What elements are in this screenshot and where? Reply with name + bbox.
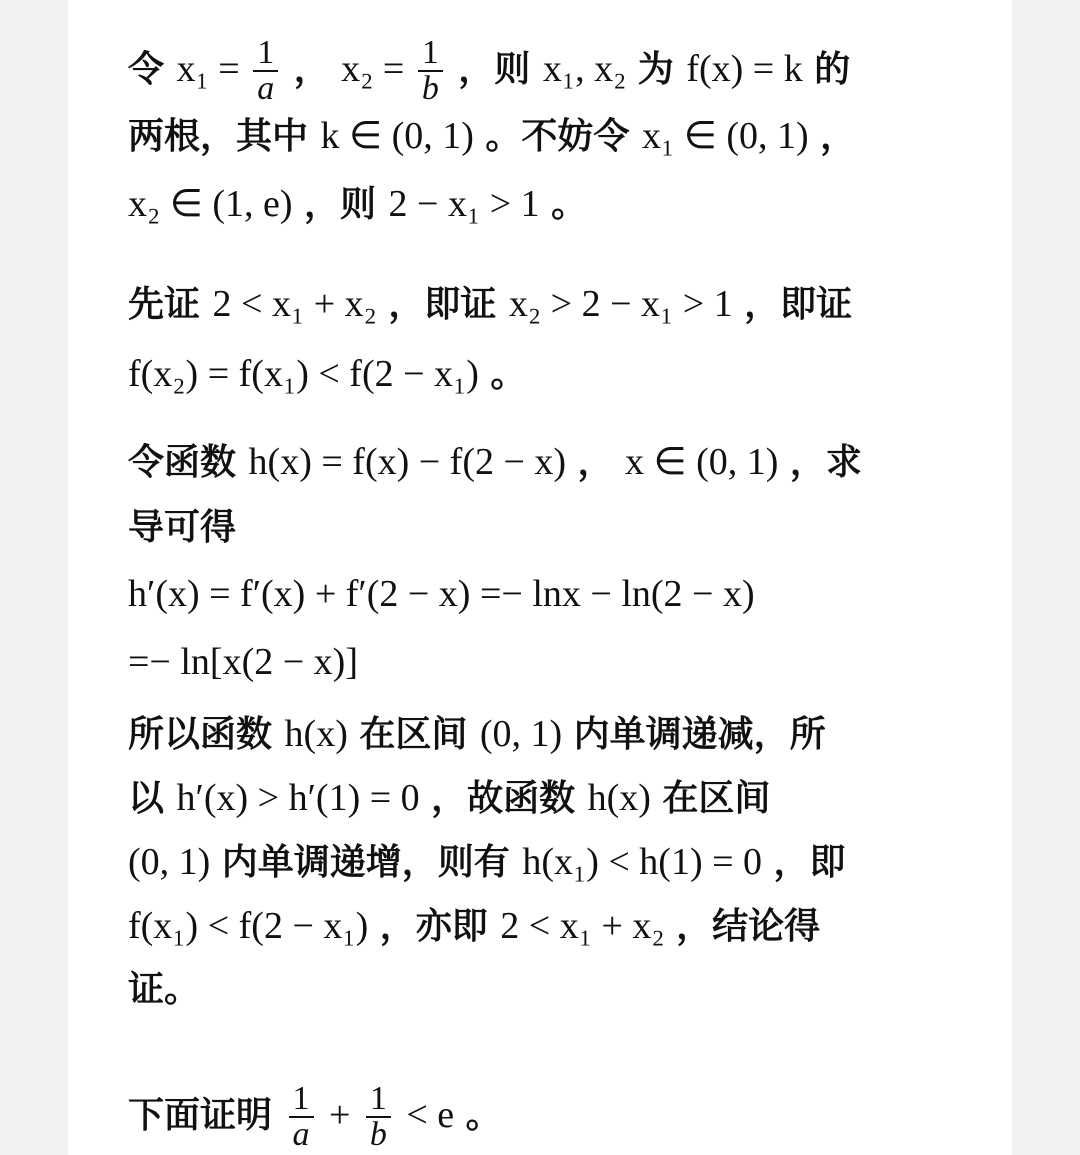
text-line-12 <box>128 840 846 885</box>
text-segment: ，即 <box>773 842 846 883</box>
text-segment: 在区间 <box>359 714 480 755</box>
text-segment: 在区间 <box>662 778 771 819</box>
fraction-denominator: a <box>289 1116 314 1152</box>
text-line-7 <box>128 506 236 550</box>
math-expression: f(x₁) < f(2 − x₁) <box>128 905 369 947</box>
fraction-denominator: b <box>366 1116 391 1152</box>
math-expression: k ∈ (0, 1) <box>320 115 474 157</box>
text-segment: 所以函数 <box>128 714 285 755</box>
fraction-1-over-a <box>289 1082 314 1152</box>
math-expression: x₁ = <box>176 48 250 90</box>
fraction-1-over-b <box>366 1082 391 1152</box>
text-segment: 证。 <box>128 969 201 1010</box>
text-segment: 。 <box>465 1095 502 1136</box>
text-segment: 为 <box>637 49 687 90</box>
math-expression: (0, 1) <box>128 841 211 883</box>
text-segment: 的 <box>814 49 851 90</box>
text-segment: ， <box>293 49 330 90</box>
math-expression: x₂ = <box>341 48 414 90</box>
text-line-15 <box>128 1082 502 1152</box>
text-segment: ，故函数 <box>431 778 588 819</box>
fraction-denominator: b <box>418 70 443 106</box>
math-expression: =− ln[x(2 − x)] <box>128 641 358 683</box>
math-expression: x₁ ∈ (0, 1) <box>641 115 809 157</box>
math-expression: 2 < x₁ + x₂ <box>212 283 377 325</box>
math-expression: f(x₂) = f(x₁) < f(2 − x₁) <box>128 353 479 395</box>
fraction-1-over-b <box>418 36 443 106</box>
text-line-10 <box>128 712 826 757</box>
text-segment: 内单调递增，则有 <box>221 842 523 883</box>
fraction-numerator: 1 <box>421 34 439 71</box>
fraction-1-over-a <box>253 36 278 106</box>
text-segment: ，结论得 <box>676 906 821 947</box>
text-segment: 内单调递减，所 <box>573 714 826 755</box>
text-line-13 <box>128 904 820 949</box>
text-segment: ，求 <box>789 442 862 483</box>
math-expression: < e <box>406 1094 455 1136</box>
text-segment: 。 <box>490 354 527 395</box>
fraction-numerator: 1 <box>292 1080 310 1117</box>
text-line-8 <box>128 572 755 617</box>
math-expression: h(x) <box>284 713 348 755</box>
math-expression: h(x₁) < h(1) = 0 <box>522 841 763 883</box>
text-segment: 两根，其中 <box>128 116 321 157</box>
math-expression: h(x) = f(x) − f(2 − x) <box>248 441 567 483</box>
text-segment: ， <box>820 116 857 157</box>
text-segment: ，则 <box>303 184 389 225</box>
text-line-1 <box>128 36 850 106</box>
text-line-3 <box>128 182 587 227</box>
math-expression: x₂ ∈ (1, e) <box>128 183 293 225</box>
math-expression: x ∈ (0, 1) <box>625 441 779 483</box>
math-expression: h′(x) > h′(1) = 0 <box>176 777 420 819</box>
fraction-numerator: 1 <box>369 1080 387 1117</box>
text-segment: 。 <box>551 184 588 225</box>
text-segment: ，亦即 <box>379 906 501 947</box>
text-line-6 <box>128 440 862 485</box>
math-expression: 2 − x₁ > 1 <box>388 183 540 225</box>
text-segment: 下面证明 <box>128 1095 285 1136</box>
text-line-5 <box>128 352 526 397</box>
text-segment: ，则 <box>458 49 543 90</box>
math-expression: h(x) <box>587 777 651 819</box>
math-expression: x₂ > 2 − x₁ > 1 <box>508 283 733 325</box>
math-expression: (0, 1) <box>479 713 563 755</box>
text-segment: ， <box>577 442 614 483</box>
text-segment: ，即证 <box>388 284 509 325</box>
text-segment: 以 <box>128 778 177 819</box>
text-segment: ，即证 <box>744 284 853 325</box>
text-segment: 先证 <box>128 284 213 325</box>
text-segment: 令 <box>128 49 177 90</box>
math-expression: + <box>329 1094 351 1136</box>
text-segment: 令函数 <box>128 442 249 483</box>
fraction-numerator: 1 <box>257 34 275 71</box>
math-expression: h′(x) = f′(x) + f′(2 − x) =− lnx − ln(2 − x) <box>128 573 755 615</box>
text-line-4 <box>128 282 852 327</box>
math-expression: f(x) = k <box>686 48 803 90</box>
text-line-2 <box>128 114 856 159</box>
text-line-14 <box>128 968 200 1012</box>
text-segment: 。不妨令 <box>485 116 642 157</box>
text-segment: 导可得 <box>128 507 237 548</box>
text-line-9 <box>128 640 358 685</box>
text-line-11 <box>128 776 770 821</box>
math-expression: x₁, x₂ <box>542 48 627 90</box>
math-expression: 2 < x₁ + x₂ <box>500 905 665 947</box>
fraction-denominator: a <box>253 70 278 106</box>
